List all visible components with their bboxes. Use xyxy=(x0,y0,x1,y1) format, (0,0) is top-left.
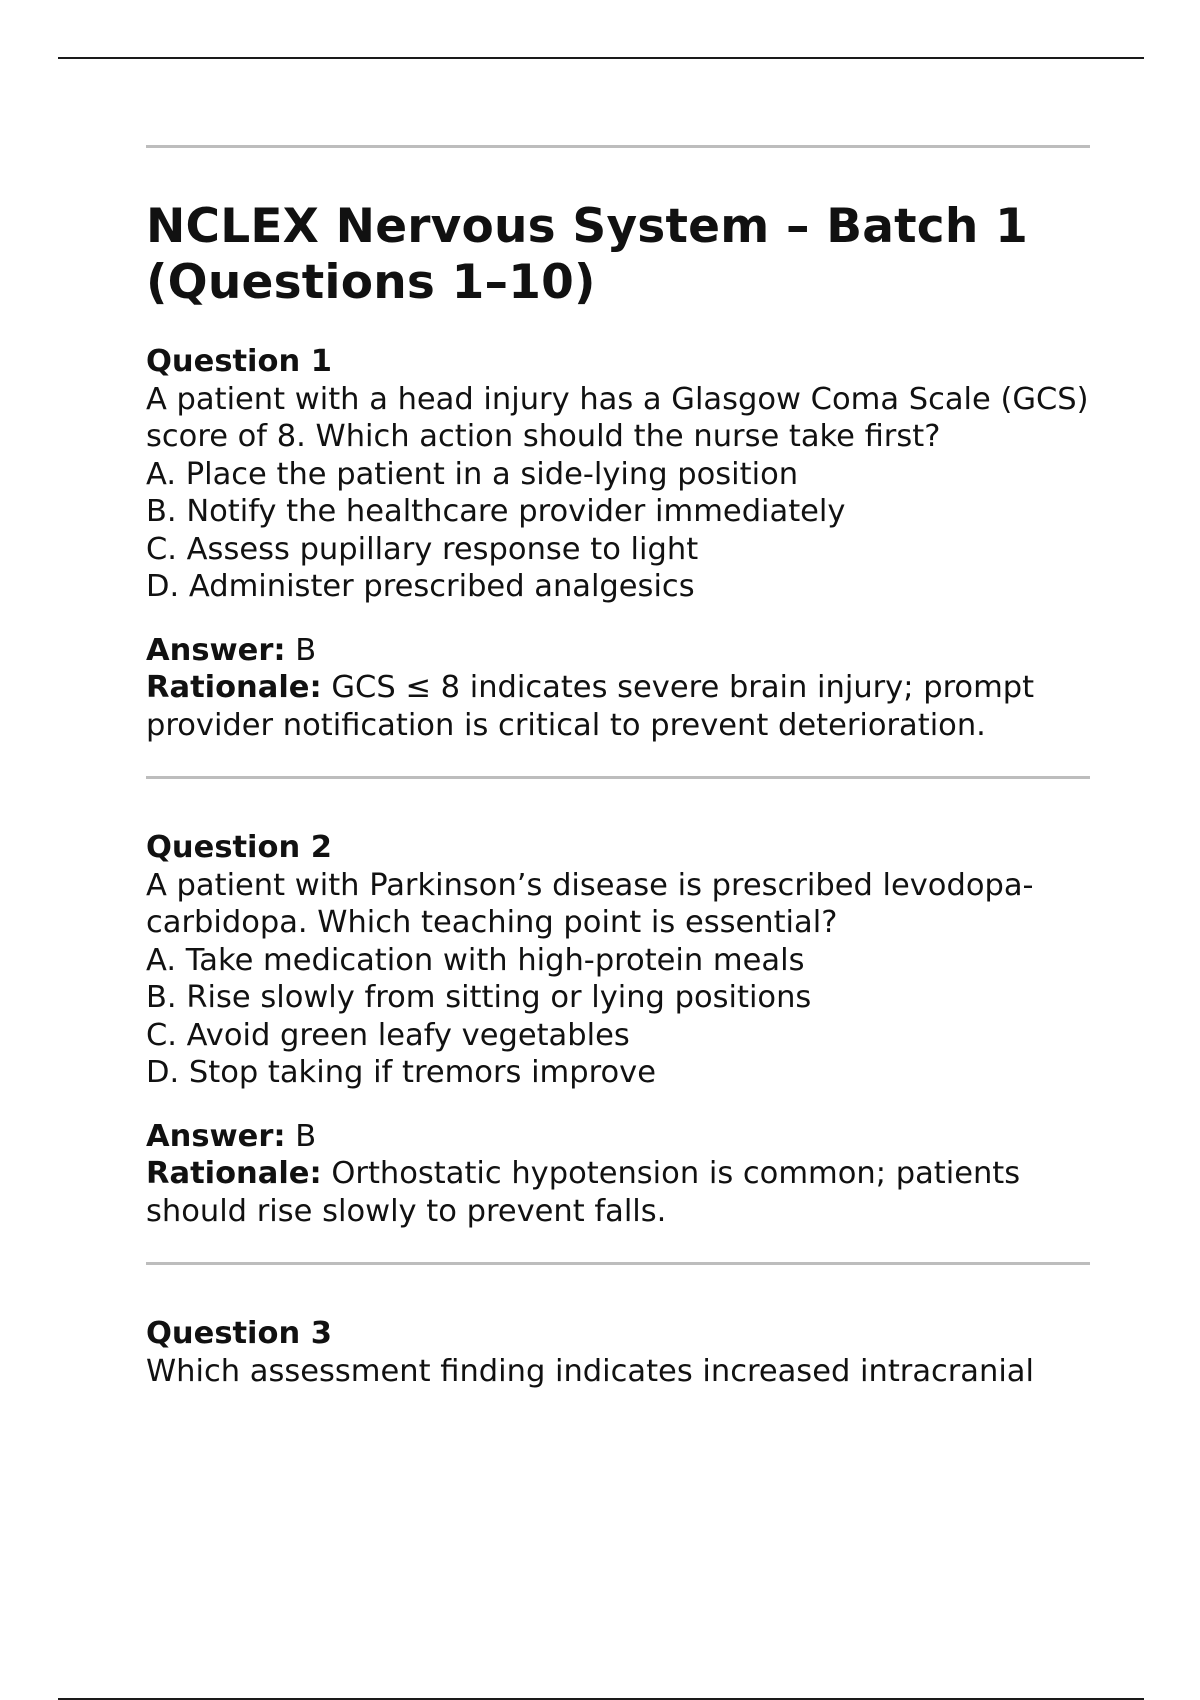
question-block xyxy=(146,829,1090,1230)
answer-options xyxy=(146,456,1090,606)
question-divider xyxy=(146,776,1090,779)
answer-option: A. Place the patient in a side-lying position xyxy=(146,456,799,492)
page-top-rule xyxy=(58,57,1144,59)
question-block xyxy=(146,1315,1090,1390)
answer-option: D. Stop taking if tremors improve xyxy=(146,1055,656,1090)
document-title: NCLEX Nervous System – Batch 1 (Questions 1–10) xyxy=(146,199,1028,310)
answer-block xyxy=(146,1118,1090,1231)
question-divider xyxy=(146,1262,1090,1265)
answer-label: Answer: xyxy=(146,1118,286,1154)
answer-option: C. Avoid green leafy vegetables xyxy=(146,1017,630,1053)
question-heading: Question 3 xyxy=(146,1316,333,1351)
answer-option: B. Notify the healthcare provider immediately xyxy=(146,494,846,529)
answer-option: D. Administer prescribed analgesics xyxy=(146,569,695,604)
answer-option: C. Assess pupillary response to light xyxy=(146,531,699,567)
answer-value: B xyxy=(295,632,317,668)
rationale-text: GCS ≤ 8 indicates severe brain injury; prompt provider notification is critical to prevent deterioration. xyxy=(146,670,1035,743)
answer-value: B xyxy=(295,1118,317,1154)
question-stem: A patient with Parkinson’s disease is prescribed levodopa-carbidopa. Which teaching point is essential? xyxy=(146,867,1034,940)
question-heading: Question 2 xyxy=(146,830,333,865)
answer-line xyxy=(146,1118,1090,1156)
question-stem: Which assessment finding indicates increased intracranial xyxy=(146,1353,1034,1389)
question-block xyxy=(146,343,1090,744)
title-divider xyxy=(146,145,1090,148)
rationale-label: Rationale: xyxy=(146,1156,322,1191)
answer-block xyxy=(146,632,1090,745)
document-body xyxy=(146,145,1090,1390)
rationale-label: Rationale: xyxy=(146,670,322,705)
answer-option: A. Take medication with high-protein meals xyxy=(146,942,805,978)
answer-options xyxy=(146,942,1090,1092)
question-stem: A patient with a head injury has a Glasgow Coma Scale (GCS) score of 8. Which action should the nurse take first? xyxy=(146,381,1089,454)
rationale-text: Orthostatic hypotension is common; patients should rise slowly to prevent falls. xyxy=(146,1156,1021,1229)
answer-option: B. Rise slowly from sitting or lying positions xyxy=(146,980,812,1015)
rationale-line xyxy=(146,669,1090,744)
question-heading: Question 1 xyxy=(146,344,333,379)
answer-label: Answer: xyxy=(146,632,286,668)
answer-line xyxy=(146,632,1090,670)
rationale-line xyxy=(146,1155,1090,1230)
